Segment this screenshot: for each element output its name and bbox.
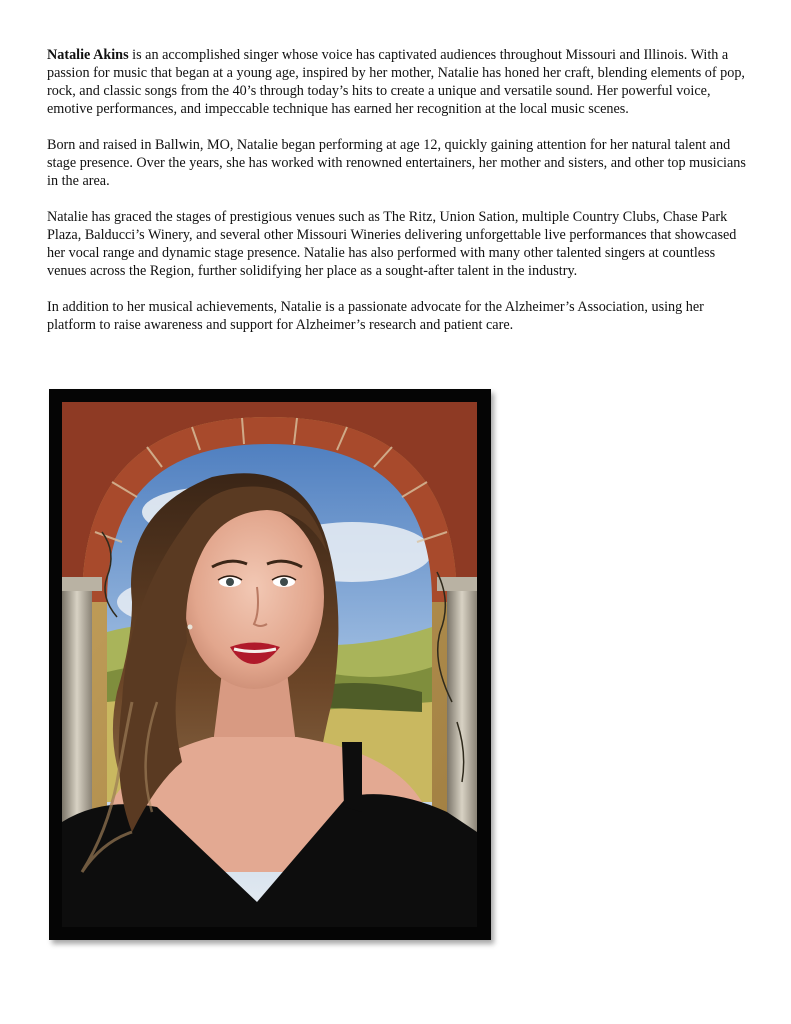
- bio-paragraph-3: Natalie has graced the stages of prestigious venues such as The Ritz, Union Sation, multiple Country Clubs, Chase Park Plaza, Balducci’s Winery, and several other Missouri Wineries delivering unforgettable live performances that showcased her vocal range and dynamic stage presence. Natalie has also performed with many other talented singers at countless venues across the Region, further solidifying her place as a sought-after talent in the industry.: [47, 209, 737, 279]
- portrait-photo: [62, 402, 477, 927]
- bio-paragraph-2: Born and raised in Ballwin, MO, Natalie began performing at age 12, quickly gaining attention for her natural talent and stage presence. Over the years, she has worked with renowned entertainers, her mother and sisters, and other top musicians in the area.: [47, 137, 746, 189]
- singer-name: Natalie Akins: [47, 47, 129, 63]
- bio-paragraph-1-text: is an accomplished singer whose voice has captivated audiences throughout Missouri and Illinois. With a passion for music that began at a young age, inspired by her mother, Natalie has honed her craft, blending elements of pop, rock, and classic songs from the 40’s through today’s hits to create a unique and versatile sound. Her powerful voice, emotive performances, and impeccable technique has earned her recognition at the local music scenes.: [47, 47, 745, 117]
- bio-paragraph-4: In addition to her musical achievements, Natalie is a passionate advocate for the Alzheimer’s Association, using her platform to raise awareness and support for Alzheimer’s research and patient care.: [47, 299, 704, 333]
- photo-frame: [49, 389, 491, 940]
- bio-text: [47, 46, 747, 352]
- bio-paragraph-1: [47, 46, 747, 118]
- portrait-illustration: [62, 402, 477, 927]
